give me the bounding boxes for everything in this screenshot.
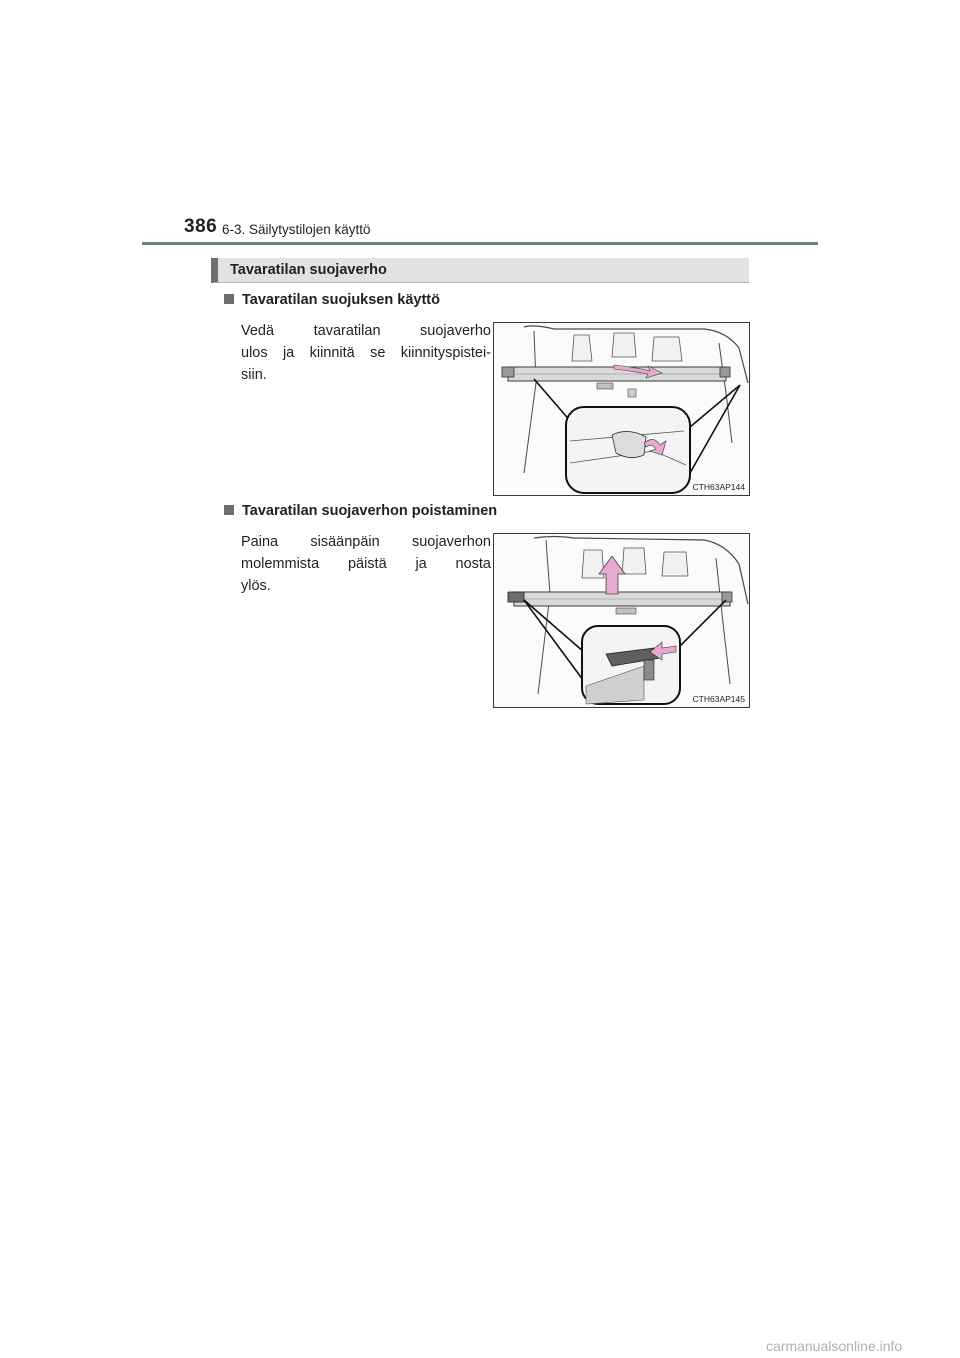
- text-line: ylös.: [241, 578, 271, 594]
- section-bar: [211, 258, 749, 283]
- figure-2: [493, 533, 750, 708]
- subheading-text: Tavaratilan suojuksen käyttö: [242, 292, 440, 308]
- figure-1: [493, 322, 750, 496]
- text-line: molemmista päistä ja nosta: [241, 556, 491, 572]
- subheading-text: Tavaratilan suojaverhon poistaminen: [242, 503, 498, 519]
- square-bullet-icon: [224, 505, 234, 515]
- cargo-cover-illustration: [494, 323, 749, 495]
- square-bullet-icon: [224, 294, 234, 304]
- page-number: 386: [184, 216, 218, 237]
- text-line: siin.: [241, 367, 267, 383]
- header-rule: [142, 242, 818, 245]
- figure-code: CTH63AP145: [692, 694, 745, 704]
- instruction-text-1: [241, 320, 491, 386]
- instruction-text-2: [241, 531, 491, 597]
- text-line: Vedä tavaratilan suojaverho: [241, 323, 491, 339]
- text-line: ulos ja kiinnitä se kiinnityspistei-: [241, 345, 491, 361]
- footer-watermark: carmanualsonline.info: [766, 1338, 903, 1354]
- chapter-title: 6-3. Säilytystilojen käyttö: [222, 222, 371, 237]
- section-title: Tavaratilan suojaverho: [230, 262, 387, 278]
- text-line: Paina sisäänpäin suojaverhon: [241, 534, 491, 550]
- subheading-1: [224, 292, 440, 308]
- figure-code: CTH63AP144: [692, 482, 745, 492]
- cover-removal-illustration: [494, 534, 749, 707]
- subheading-2: [224, 503, 497, 519]
